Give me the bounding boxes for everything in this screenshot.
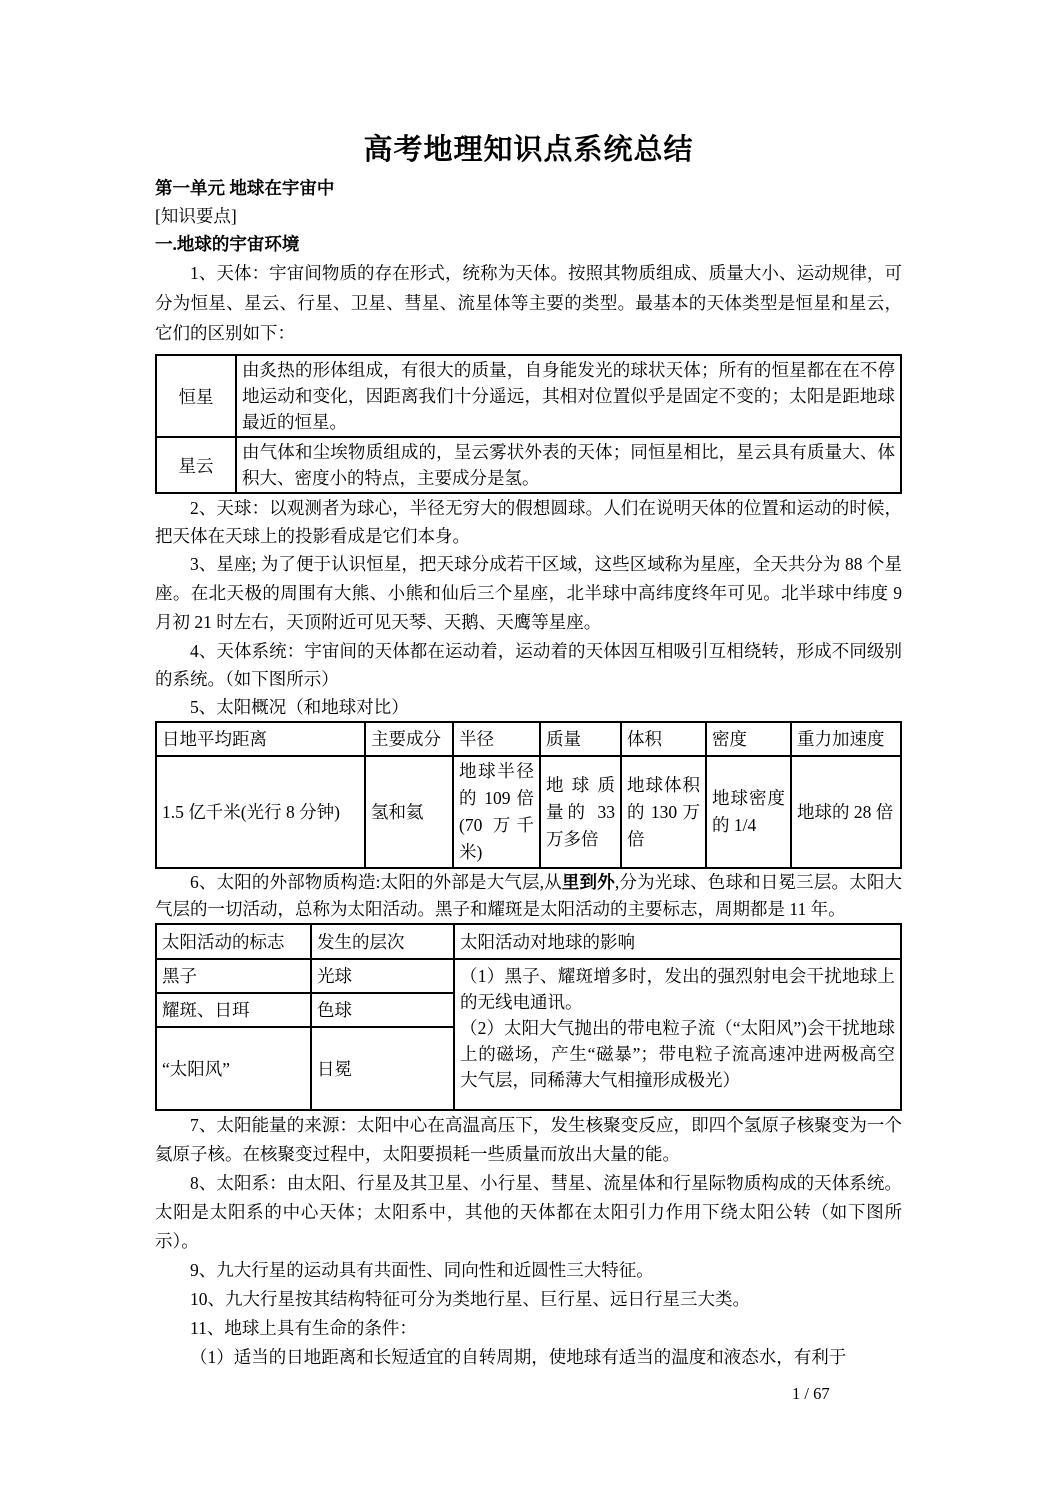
sun-vs-earth-table xyxy=(155,721,902,869)
table-row xyxy=(156,959,901,993)
table-row xyxy=(156,756,901,868)
page-content xyxy=(155,132,902,1372)
header-gravity: 重力加速度 xyxy=(791,722,901,756)
paragraph-planet-motion: 9、九大行星的运动具有共面性、同向性和近圆性三大特征。 xyxy=(190,1260,654,1280)
cell-volume: 地球体积的 130 万倍 xyxy=(621,756,706,868)
cell-corona: 日冕 xyxy=(311,1027,454,1110)
header-activity-impact: 太阳活动对地球的影响 xyxy=(454,924,901,959)
sun-structure-text-pre: 6、太阳的外部物质构造:太阳的外部是大气层,从 xyxy=(190,872,562,892)
nebula-term-cell: 星云 xyxy=(156,437,236,493)
solar-activity-table xyxy=(155,923,902,1111)
cell-photosphere: 光球 xyxy=(311,959,454,993)
cell-gravity: 地球的 28 倍 xyxy=(791,756,901,868)
paragraph-sun-overview: 5、太阳概况（和地球对比） xyxy=(190,697,409,717)
header-mass: 质量 xyxy=(540,722,621,756)
cell-radius: 地球半径的 109 倍(70 万千米) xyxy=(453,756,540,868)
cell-composition: 氢和氦 xyxy=(365,756,453,868)
stars-nebula-table xyxy=(155,354,902,494)
paragraph-solar-system: 8、太阳系：由太阳、行星及其卫星、小行星、彗星、流星体和行星际物质构成的天体系统。太阳是太阳系的中心天体；太阳系中，其他的天体都在太阳引力作用下绕太阳公转（如下图所示）。 xyxy=(155,1173,902,1251)
cell-solar-wind: “太阳风” xyxy=(156,1027,311,1110)
cell-flare-prominence: 耀斑、日珥 xyxy=(156,993,311,1027)
paragraph-celestial-sphere: 2、天球：以观测者为球心，半径无穷大的假想圆球。人们在说明天体的位置和运动的时候，把天体在天球上的投影看成是它们本身。 xyxy=(155,498,902,546)
paragraph-planet-types: 10、九大行星按其结构特征可分为类地行星、巨行星、远日行星三大类。 xyxy=(190,1289,750,1309)
table-row xyxy=(156,355,901,437)
document-title: 高考地理知识点系统总结 xyxy=(363,134,694,166)
paragraph-life-condition-1: （1）适当的日地距离和长短适宜的自转周期，使地球有适当的温度和液态水，有利于 xyxy=(190,1347,847,1367)
sun-structure-text-bold: 里到外 xyxy=(561,872,615,892)
paragraph-constellations: 3、星座; 为了便于认识恒星，把天球分成若干区域，这些区域称为星座，全天共分为 88 个星座。在北天极的周围有大熊、小熊和仙后三个星座，北半球中高纬度终年可见。北半球中纬度 9 月初 21 时左右，天顶附近可见天琴、天鹅、天鹰等星座。 xyxy=(155,554,902,632)
cell-distance: 1.5 亿千米(光行 8 分钟) xyxy=(156,756,365,868)
header-density: 密度 xyxy=(706,722,791,756)
header-activity-mark: 太阳活动的标志 xyxy=(156,924,311,959)
cell-impact xyxy=(454,959,901,1110)
cell-sunspot: 黑子 xyxy=(156,959,311,993)
header-distance: 日地平均距离 xyxy=(156,722,365,756)
paragraph-sun-energy: 7、太阳能量的来源：太阳中心在高温高压下，发生核聚变反应，即四个氢原子核聚变为一个氦原子核。在核聚变过程中，太阳要损耗一些质量而放出大量的能。 xyxy=(155,1115,902,1164)
header-activity-layer: 发生的层次 xyxy=(311,924,454,959)
impact-item-2: （2）太阳大气抛出的带电粒子流（“太阳风”)会干扰地球上的磁场，产生“磁暴”；带电粒子流高速冲进两极高空大气层，同稀薄大气相撞形成极光） xyxy=(460,1018,895,1090)
nebula-desc-cell: 由气体和尘埃物质组成的，呈云雾状外表的天体；同恒星相比，星云具有质量大、体积大、密度小的特点，主要成分是氢。 xyxy=(236,437,901,493)
table-row xyxy=(156,437,901,493)
cell-chromosphere: 色球 xyxy=(311,993,454,1027)
paragraph-celestial-systems: 4、天体系统：宇宙间的天体都在运动着，运动着的天体因互相吸引互相绕转，形成不同级别的系统。（如下图所示） xyxy=(155,641,902,689)
header-composition: 主要成分 xyxy=(365,722,453,756)
sun-structure-text-post: ,分为光球、色球和日冕三层。太阳大气层的一切活动，总称为太阳活动。黑子和耀斑是太阳活动的主要标志，周期都是 11 年。 xyxy=(155,872,902,919)
paragraph-celestial-bodies: 1、天体：宇宙间物质的存在形式，统称为天体。按照其物质组成、质量大小、运动规律，可分为恒星、星云、行星、卫星、彗星、流星体等主要的类型。最基本的天体类型是恒星和星云，它们的区别如下： xyxy=(155,263,902,343)
cell-mass: 地球质量的 33 万多倍 xyxy=(540,756,621,868)
knowledge-points-tag: [知识要点] xyxy=(155,206,237,226)
star-desc-cell: 由炙热的形体组成，有很大的质量，自身能发光的球状天体；所有的恒星都在在不停地运动和变化，因距离我们十分遥远，其相对位置似乎是固定不变的；太阳是距地球最近的恒星。 xyxy=(236,355,901,437)
paragraph-sun-structure xyxy=(155,869,902,923)
star-term-cell: 恒星 xyxy=(156,355,236,437)
unit-heading: 第一单元 地球在宇宙中 xyxy=(155,178,335,198)
header-volume: 体积 xyxy=(621,722,706,756)
cell-density: 地球密度的 1/4 xyxy=(706,756,791,868)
impact-item-1: （1）黑子、耀斑增多时，发出的强烈射电会干扰地球上的无线电通讯。 xyxy=(460,966,895,1012)
table-header-row xyxy=(156,924,901,959)
header-radius: 半径 xyxy=(453,722,540,756)
section-heading: 一.地球的宇宙环境 xyxy=(155,234,300,254)
page-number: 1 / 67 xyxy=(792,1384,830,1403)
paragraph-life-conditions: 11、地球上具有生命的条件： xyxy=(190,1318,417,1338)
table-header-row xyxy=(156,722,901,756)
